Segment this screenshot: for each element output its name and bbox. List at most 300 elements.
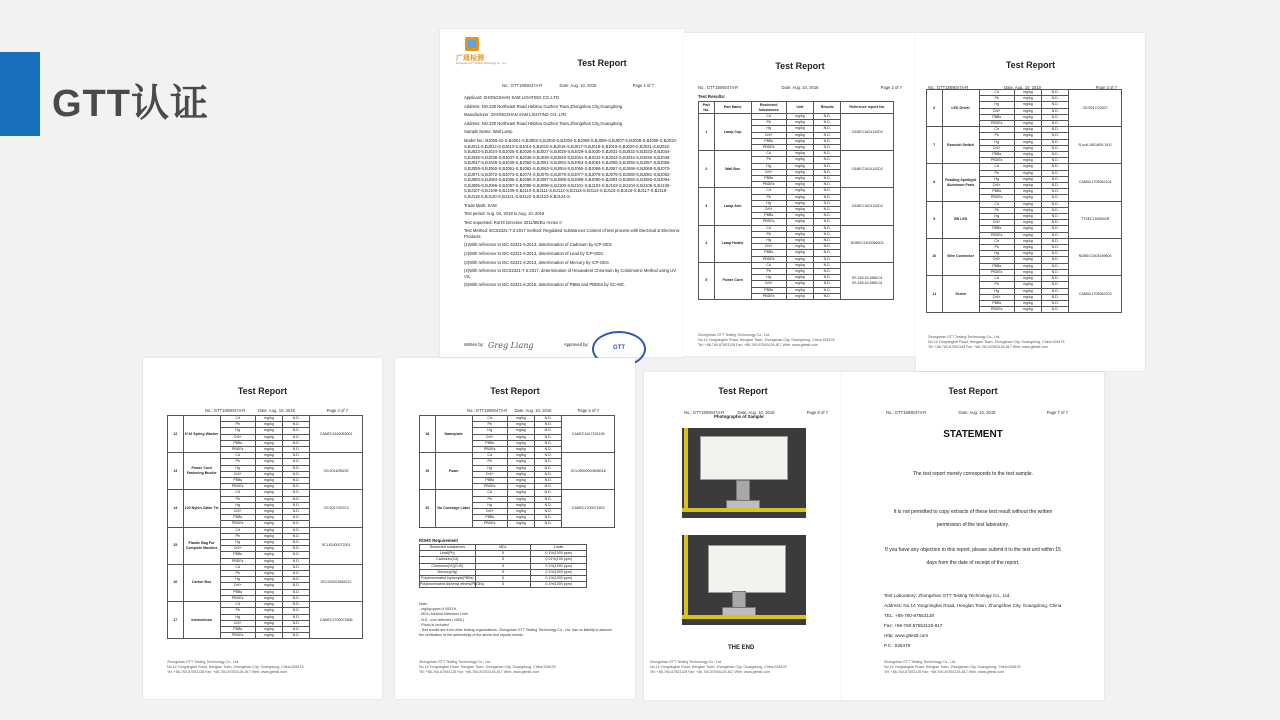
substance: PBDEs bbox=[220, 595, 255, 601]
report-line: Trade Mark: SAM bbox=[464, 202, 497, 208]
part-name: No Coverage Label bbox=[435, 490, 472, 527]
rohs-header: MDL bbox=[475, 545, 531, 551]
page-number: Page 4 of 7 bbox=[326, 408, 349, 413]
substance: PBDEs bbox=[751, 219, 786, 225]
unit: mg/kg bbox=[1014, 226, 1041, 232]
substance: PBBs bbox=[751, 213, 786, 219]
result: N.D. bbox=[814, 200, 841, 206]
substance: Cd bbox=[220, 453, 255, 459]
unit: mg/kg bbox=[507, 509, 534, 515]
column-header: Results bbox=[814, 102, 841, 114]
note-line: Note: bbox=[419, 602, 428, 606]
substance: PBBs bbox=[979, 189, 1014, 195]
unit: mg/kg bbox=[1014, 189, 1041, 195]
result: N.D. bbox=[814, 145, 841, 151]
result: N.D. bbox=[283, 633, 310, 639]
result: N.D. bbox=[283, 602, 310, 608]
result: N.D. bbox=[1042, 158, 1069, 164]
substance: PBBs bbox=[220, 478, 255, 484]
substance: Hg bbox=[220, 577, 255, 583]
slide-title: GTT认证 bbox=[52, 83, 209, 125]
reference-report: CE/2017/22827 bbox=[1069, 90, 1122, 127]
statement-heading: STATEMENT bbox=[943, 429, 1003, 440]
reference-report: CANEC1617152106 bbox=[562, 416, 615, 453]
substance: PBDEs bbox=[979, 158, 1014, 164]
result: N.D. bbox=[1042, 251, 1069, 257]
unit: mg/kg bbox=[786, 138, 813, 144]
result: N.D. bbox=[283, 626, 310, 632]
result: N.D. bbox=[283, 589, 310, 595]
result: N.D. bbox=[535, 453, 562, 459]
part-number: 3 bbox=[699, 188, 715, 225]
unit: mg/kg bbox=[1014, 164, 1041, 170]
substance: Cd bbox=[220, 416, 255, 422]
substance: Hg bbox=[751, 200, 786, 206]
part-number: 15 bbox=[168, 527, 184, 564]
result: N.D. bbox=[283, 416, 310, 422]
substance: Hg bbox=[220, 614, 255, 620]
result: N.D. bbox=[814, 188, 841, 194]
substance: Pb bbox=[751, 157, 786, 163]
substance: Cr6+ bbox=[220, 471, 255, 477]
result: N.D. bbox=[283, 434, 310, 440]
result: N.D. bbox=[283, 527, 310, 533]
substance: Hg bbox=[220, 502, 255, 508]
part-name: Lamp Arm bbox=[714, 188, 751, 225]
result: N.D. bbox=[1042, 276, 1069, 282]
unit: mg/kg bbox=[255, 440, 282, 446]
unit: mg/kg bbox=[1014, 127, 1041, 133]
footer-line: No.14 Yongningbei Road, Henglan Town, Zhongshan City, Guangdong, China 528478 bbox=[419, 665, 556, 669]
unit: mg/kg bbox=[1014, 96, 1041, 102]
unit: mg/kg bbox=[255, 620, 282, 626]
part-name: 6*16 Spring Washer bbox=[183, 416, 220, 453]
unit: mg/kg bbox=[255, 434, 282, 440]
report-title: Test Report bbox=[718, 386, 768, 396]
result: N.D. bbox=[1042, 300, 1069, 306]
results-table bbox=[419, 415, 615, 528]
part-number: 7 bbox=[927, 127, 943, 164]
result: N.D. bbox=[814, 262, 841, 268]
statement-paragraph-3: If you have any objection to this report, please submit it to the test unit within 15 days from the date of receipt of the report. bbox=[885, 547, 1061, 566]
report-number: No.: GTT18080474-R bbox=[205, 408, 246, 413]
unit: mg/kg bbox=[786, 145, 813, 151]
substance: PBDEs bbox=[979, 232, 1014, 238]
report-title: Test Report bbox=[490, 386, 540, 396]
report-date: Date: Aug. 10, 2018 bbox=[958, 410, 996, 415]
results-table bbox=[926, 89, 1122, 313]
substance: Pb bbox=[472, 459, 507, 465]
report-line: Test period: Aug. 04, 2018 to Aug. 10, 2018 bbox=[464, 211, 545, 217]
reference-report: NGBEC1402066002 bbox=[841, 225, 894, 262]
footer-line: No.14 Yongningbei Road, Henglan Town, Zhongshan City, Guangdong, China 528478 bbox=[928, 340, 1065, 344]
substance: Pb bbox=[979, 207, 1014, 213]
substance: Pb bbox=[472, 422, 507, 428]
result: N.D. bbox=[814, 132, 841, 138]
unit: mg/kg bbox=[255, 583, 282, 589]
result: N.D. bbox=[814, 114, 841, 120]
unit: mg/kg bbox=[786, 250, 813, 256]
result: N.D. bbox=[1042, 176, 1069, 182]
substance: PBBs bbox=[979, 114, 1014, 120]
result: N.D. bbox=[283, 558, 310, 564]
table-row bbox=[168, 490, 363, 496]
result: N.D. bbox=[1042, 214, 1069, 220]
substance: Pb bbox=[751, 120, 786, 126]
unit: mg/kg bbox=[786, 132, 813, 138]
substance: PBBs bbox=[472, 440, 507, 446]
substance: Cr6+ bbox=[220, 434, 255, 440]
rohs-cell: Polybrominated diphenyl ethers(PBDEs) bbox=[420, 582, 485, 587]
report-number: No.: GTT18080474-R bbox=[467, 408, 508, 413]
table-row bbox=[420, 490, 615, 496]
substance: PBDEs bbox=[751, 145, 786, 151]
result: N.D. bbox=[814, 120, 841, 126]
substance: Cr6+ bbox=[751, 244, 786, 250]
unit: mg/kg bbox=[255, 626, 282, 632]
footer-line: Zhongshan GTT Testing Technology Co., Ltd. bbox=[698, 333, 771, 337]
result: N.D. bbox=[1042, 307, 1069, 313]
report-date: Date: Aug. 10, 2018 bbox=[514, 408, 552, 413]
table-row bbox=[927, 164, 1122, 170]
result: N.D. bbox=[283, 490, 310, 496]
substance: Pb bbox=[751, 269, 786, 275]
result: N.D. bbox=[814, 250, 841, 256]
substance: Cd bbox=[751, 151, 786, 157]
substance: Hg bbox=[979, 102, 1014, 108]
result: N.D. bbox=[814, 207, 841, 213]
reference-report: NGBEC1504169604 bbox=[1069, 238, 1122, 275]
substance: PBBs bbox=[979, 152, 1014, 158]
note-line: - Test results are from other testing organizations, Zhongshan GTT Testing Technology Co., Ltd. has no liability to assume the verification of the authenticity of the above test reports results. bbox=[419, 628, 613, 638]
result: N.D. bbox=[283, 465, 310, 471]
substance: PBDEs bbox=[220, 558, 255, 564]
result: N.D. bbox=[283, 459, 310, 465]
substance: PBBs bbox=[751, 287, 786, 293]
part-number: 12 bbox=[168, 416, 184, 453]
substance: Hg bbox=[979, 176, 1014, 182]
unit: mg/kg bbox=[1014, 251, 1041, 257]
unit: mg/kg bbox=[1014, 102, 1041, 108]
part-number: 19 bbox=[420, 453, 436, 490]
substance: Hg bbox=[220, 540, 255, 546]
report-number: No.: GTT18080474-R bbox=[684, 410, 725, 415]
result: N.D. bbox=[535, 509, 562, 515]
part-name: 120 Nylon Cable Tie bbox=[183, 490, 220, 527]
report-date: Date: Aug. 10, 2018 bbox=[781, 85, 819, 90]
substance: Cr6+ bbox=[979, 220, 1014, 226]
sample-photo-side bbox=[682, 535, 806, 625]
substance: PBBs bbox=[979, 263, 1014, 269]
substance: Pb bbox=[751, 194, 786, 200]
part-number: 16 bbox=[168, 564, 184, 601]
result: N.D. bbox=[1042, 257, 1069, 263]
part-number: 6 bbox=[927, 90, 943, 127]
result: N.D. bbox=[283, 428, 310, 434]
contact-line: Test Laboratory: Zhongshan GTT Testing Technology Co., Ltd. bbox=[884, 593, 1011, 598]
report-line: Test requested: RoHS Directive 2011/65/EU Annex II bbox=[464, 219, 562, 225]
substance: Hg bbox=[751, 163, 786, 169]
unit: mg/kg bbox=[1014, 121, 1041, 127]
contact-line: Http: www.gttestl.com bbox=[884, 633, 929, 638]
report-date: Date: Aug. 10, 2018 bbox=[1003, 85, 1042, 90]
part-number: 8 bbox=[927, 164, 943, 201]
table-row bbox=[168, 527, 363, 533]
result: N.D. bbox=[283, 521, 310, 527]
contact-line: P.C.: 528478 bbox=[884, 643, 911, 648]
reference-report: SCL53J00272301 bbox=[310, 527, 363, 564]
part-name: Reading Spotlight Aluminum Parts bbox=[942, 164, 979, 201]
substance: Hg bbox=[751, 238, 786, 244]
report-line: Sample Name: Wall Lamp bbox=[464, 129, 513, 135]
result: N.D. bbox=[535, 521, 562, 527]
footer-line: Zhongshan GTT Testing Technology Co., Ltd. bbox=[167, 660, 240, 664]
substance: Cr6+ bbox=[472, 509, 507, 515]
unit: mg/kg bbox=[507, 521, 534, 527]
rohs-header: Restricted substances bbox=[420, 545, 476, 551]
table-row bbox=[927, 276, 1122, 282]
unit: mg/kg bbox=[255, 490, 282, 496]
result: N.D. bbox=[1042, 189, 1069, 195]
result: N.D. bbox=[1042, 152, 1069, 158]
result: N.D. bbox=[1042, 201, 1069, 207]
written-by-label: Written by: bbox=[464, 342, 484, 347]
footer-line: Zhongshan GTT Testing Technology Co., Ltd. bbox=[884, 660, 957, 664]
result: N.D. bbox=[1042, 245, 1069, 251]
result: N.D. bbox=[535, 440, 562, 446]
substance: PBBs bbox=[220, 589, 255, 595]
result: N.D. bbox=[1042, 139, 1069, 145]
unit: mg/kg bbox=[507, 496, 534, 502]
substance: Cr6+ bbox=[979, 257, 1014, 263]
unit: mg/kg bbox=[255, 633, 282, 639]
unit: mg/kg bbox=[1014, 158, 1041, 164]
result: N.D. bbox=[535, 515, 562, 521]
unit: mg/kg bbox=[507, 478, 534, 484]
result: N.D. bbox=[535, 496, 562, 502]
unit: mg/kg bbox=[255, 459, 282, 465]
result: N.D. bbox=[535, 422, 562, 428]
substance: Cd bbox=[979, 164, 1014, 170]
unit: mg/kg bbox=[507, 502, 534, 508]
unit: mg/kg bbox=[786, 126, 813, 132]
note-line: - Photo is included bbox=[419, 622, 449, 627]
part-name: Lamp Cup bbox=[714, 114, 751, 151]
unit: mg/kg bbox=[1014, 282, 1041, 288]
unit: mg/kg bbox=[1014, 201, 1041, 207]
part-number: 13 bbox=[168, 453, 184, 490]
substance: PBDEs bbox=[979, 121, 1014, 127]
result: N.D. bbox=[1042, 195, 1069, 201]
part-number: 9 bbox=[927, 201, 943, 238]
result: N.D. bbox=[814, 269, 841, 275]
unit: mg/kg bbox=[507, 484, 534, 490]
table-row bbox=[168, 564, 363, 570]
unit: mg/kg bbox=[255, 509, 282, 515]
substance: Pb bbox=[979, 170, 1014, 176]
unit: mg/kg bbox=[786, 256, 813, 262]
report-title: Test Report bbox=[237, 386, 288, 396]
unit: mg/kg bbox=[1014, 139, 1041, 145]
result: N.D. bbox=[814, 219, 841, 225]
part-name: 5W LED bbox=[942, 201, 979, 238]
result: N.D. bbox=[1042, 164, 1069, 170]
unit: mg/kg bbox=[255, 546, 282, 552]
unit: mg/kg bbox=[786, 231, 813, 237]
substance: Pb bbox=[472, 496, 507, 502]
result: N.D. bbox=[535, 471, 562, 477]
reference-report: CANEC1624142D2 bbox=[841, 188, 894, 225]
unit: mg/kg bbox=[1014, 269, 1041, 275]
substance: PBDEs bbox=[220, 447, 255, 453]
unit: mg/kg bbox=[786, 238, 813, 244]
reference-report: SCL05000000698018 bbox=[562, 453, 615, 490]
substance: Cr6+ bbox=[751, 207, 786, 213]
note-line: - mg/kg=ppm=0.0001% bbox=[419, 607, 457, 612]
substance: Hg bbox=[472, 465, 507, 471]
reference-report: CANML1705962104 bbox=[1069, 164, 1122, 201]
substance: Pb bbox=[979, 245, 1014, 251]
substance: Hg bbox=[751, 126, 786, 132]
table-row bbox=[168, 453, 363, 459]
substance: Hg bbox=[979, 251, 1014, 257]
contact-line: TEL: +86-760-87553128 bbox=[884, 613, 934, 618]
result: N.D. bbox=[283, 571, 310, 577]
table-row bbox=[927, 201, 1122, 207]
report-line: (5)With reference to IEC 62321-6:2015, determination of PBBs and PBDEs by GC-MS. bbox=[464, 282, 625, 288]
part-number: 4 bbox=[699, 225, 715, 262]
substance: Pb bbox=[979, 133, 1014, 139]
logo-subtitle: Zhongshan GTT Testing Technology Co., Ltd. bbox=[456, 62, 507, 65]
result: N.D. bbox=[814, 126, 841, 132]
rohs-cell: 0.1%(1000 ppm) bbox=[531, 563, 587, 569]
unit: mg/kg bbox=[786, 194, 813, 200]
substance: Cd bbox=[472, 490, 507, 496]
unit: mg/kg bbox=[786, 114, 813, 120]
part-name: Wall Box bbox=[714, 151, 751, 188]
result: N.D. bbox=[1042, 263, 1069, 269]
footer-line: No.14 Yongningbei Road, Henglan Town, Zhongshan City, Guangdong, China 528478 bbox=[698, 338, 835, 342]
report-number: No.: GTT18080474-R bbox=[698, 85, 739, 90]
substance: Cd bbox=[751, 225, 786, 231]
substance: PBBs bbox=[472, 478, 507, 484]
substance: Cr6+ bbox=[979, 183, 1014, 189]
substance: Cd bbox=[220, 564, 255, 570]
result: N.D. bbox=[283, 502, 310, 508]
test-results-label: Test Results: bbox=[698, 94, 726, 99]
substance: Cd bbox=[979, 238, 1014, 244]
rohs-cell: 5 bbox=[475, 569, 531, 575]
unit: mg/kg bbox=[1014, 257, 1041, 263]
result: N.D. bbox=[1042, 226, 1069, 232]
unit: mg/kg bbox=[255, 571, 282, 577]
unit: mg/kg bbox=[255, 521, 282, 527]
result: N.D. bbox=[814, 287, 841, 293]
reference-report: SCL53J00166001C bbox=[310, 564, 363, 601]
substance: PBDEs bbox=[472, 521, 507, 527]
substance: Pb bbox=[220, 459, 255, 465]
unit: mg/kg bbox=[507, 428, 534, 434]
report-number: No.: GTT18080474-R bbox=[886, 410, 927, 415]
substance: Cr6+ bbox=[472, 471, 507, 477]
report-page-1 bbox=[440, 29, 684, 357]
column-header: Restricted Substances bbox=[751, 102, 786, 114]
result: N.D. bbox=[535, 502, 562, 508]
result: N.D. bbox=[814, 157, 841, 163]
report-line: Test Method: IEC62321-7-2:2017 method: Regulated Substances Content of test process with Electrical & Electronic Products. bbox=[464, 228, 680, 239]
substance: Cd bbox=[979, 276, 1014, 282]
report-footer bbox=[650, 660, 787, 675]
reference-report: CANEC1616063001 bbox=[310, 416, 363, 453]
table-row bbox=[927, 127, 1122, 133]
result: N.D. bbox=[814, 182, 841, 188]
report-meta bbox=[886, 410, 1068, 415]
substance: Hg bbox=[751, 275, 786, 281]
unit: mg/kg bbox=[1014, 195, 1041, 201]
substance: Hg bbox=[979, 288, 1014, 294]
part-name: Wire Connector bbox=[942, 238, 979, 275]
report-number: No.: GTT18080474-R bbox=[928, 85, 969, 90]
result: N.D. bbox=[283, 620, 310, 626]
column-header: Unit bbox=[786, 102, 813, 114]
substance: Cd bbox=[220, 527, 255, 533]
unit: mg/kg bbox=[255, 552, 282, 558]
footer-line: Tel: +86-760-87553128 Fax: +86-760-87553126-817 Web: www.gttestl.com bbox=[928, 345, 1048, 349]
footer-line: No.14 Yongningbei Road, Henglan Town, Zhongshan City, Guangdong, China 528478 bbox=[167, 665, 304, 669]
unit: mg/kg bbox=[255, 515, 282, 521]
result: N.D. bbox=[283, 552, 310, 558]
result: N.D. bbox=[535, 484, 562, 490]
result: N.D. bbox=[1042, 220, 1069, 226]
unit: mg/kg bbox=[1014, 276, 1041, 282]
unit: mg/kg bbox=[255, 533, 282, 539]
rohs-cell: 0.1%(1000 ppm) bbox=[531, 576, 587, 582]
photo-caption: Photographs of Sample: bbox=[714, 414, 765, 419]
substance: Pb bbox=[751, 231, 786, 237]
report-line: Model No.: BJ006-22-S,BJ001-S,BJ002-S,BJ003-S,BJ004-S,BJ005-S,BJ006-S,BJ007-S,BJ008-S,BJ009-S,BJ010-S,BJ011-S,BJ012-S,BJ013-S,BJ014-S,BJ015-S,BJ016-S,BJ017-S,BJ018-S,BJ019-S,BJ020-S,BJ021-S,BJ022-S,BJ023-S,BJ024-S,BJ025-S,BJ026-S,BJ027-S,BJ028-S,BJ029-S,BJ030-S,BJ031-S,BJ032-S,BJ033-S,BJ034-S,BJ035-S,BJ036-S,BJ037-S,BJ038-S,BJ039-S,BJ040-S,BJ041-S,BJ042-S,BJ043-S,BJ044-S,BJ045-S,BJ046-S,BJ047-S,BJ048-S,BJ049-S,BJ050-S,BJ051-S,BJ052-S,BJ053-S,BJ054-S,BJ055-S,BJ056-S,BJ057-S,BJ058-S,BJ059-S,BJ060-S,BJ061-S,BJ062-S,BJ063-S,BJ064-S,BJ065-S,BJ066-S,BJ067-S,BJ068-S,BJ069-S,BJ070-S,BJ071-S,BJ072-S,BJ073-S,BJ074-S,BJ075-S,BJ076-S,BJ077-S,BJ078-S,BJ079-S,BJ080-S,BJ081-S,BJ082-S,BJ083-S,BJ084-S,BJ085-S,BJ086-S,BJ087-S,BJ088-S,BJ089-S,BJ090-S,BJ091-S,BJ092-S,BJ093-S,BJ094-S,BJ095-S,BJ096-S,BJ097-S,BJ098-S,BJ099-S,BJ100-S,BJ101-S,BJ102-S,BJ103-S,BJ104-S,BJ105-S,BJ106-S,BJ107-S,BJ108-S,BJ109-S,BJ110-S,BJ111-S,BJ112-S,BJ113-S,BJ114-S,BJ115-S,BJ116-S,BJ117-S,BJ118-S,BJ119-S,BJ120-S,BJ121-S,BJ122-S,BJ123-S,BJ124-S. bbox=[464, 137, 677, 199]
report-page-7 bbox=[842, 372, 1104, 700]
substance: Pb bbox=[220, 533, 255, 539]
reference-report: CANML1705962103 bbox=[1069, 276, 1122, 313]
unit: mg/kg bbox=[786, 269, 813, 275]
substance: PBBs bbox=[751, 176, 786, 182]
substance: PBDEs bbox=[472, 484, 507, 490]
report-line: Address: NO.330 Northeast Road Hebitou Guzhen Town,Zhongshan City,Guangdong bbox=[464, 103, 623, 109]
reference-report: R-cc6-1801609-19-E bbox=[1069, 127, 1122, 164]
gtt-logo bbox=[456, 37, 507, 67]
substance: Hg bbox=[472, 428, 507, 434]
note-line: - MDL=Method Detection Limit bbox=[419, 612, 468, 617]
substance: PBDEs bbox=[220, 521, 255, 527]
unit: mg/kg bbox=[255, 614, 282, 620]
result: N.D. bbox=[814, 293, 841, 299]
unit: mg/kg bbox=[1014, 145, 1041, 151]
result: N.D. bbox=[283, 484, 310, 490]
substance: PBBs bbox=[220, 626, 255, 632]
result: N.D. bbox=[1042, 207, 1069, 213]
substance: Pb bbox=[979, 96, 1014, 102]
unit: mg/kg bbox=[1014, 220, 1041, 226]
table-row bbox=[420, 453, 615, 459]
report-title: Test Report bbox=[948, 386, 998, 396]
table-row bbox=[699, 262, 894, 268]
unit: mg/kg bbox=[1014, 90, 1041, 96]
substance: Hg bbox=[472, 502, 507, 508]
report-date: Date: Aug. 10, 2018 bbox=[559, 83, 597, 88]
unit: mg/kg bbox=[255, 595, 282, 601]
unit: mg/kg bbox=[1014, 307, 1041, 313]
substance: Cd bbox=[751, 188, 786, 194]
